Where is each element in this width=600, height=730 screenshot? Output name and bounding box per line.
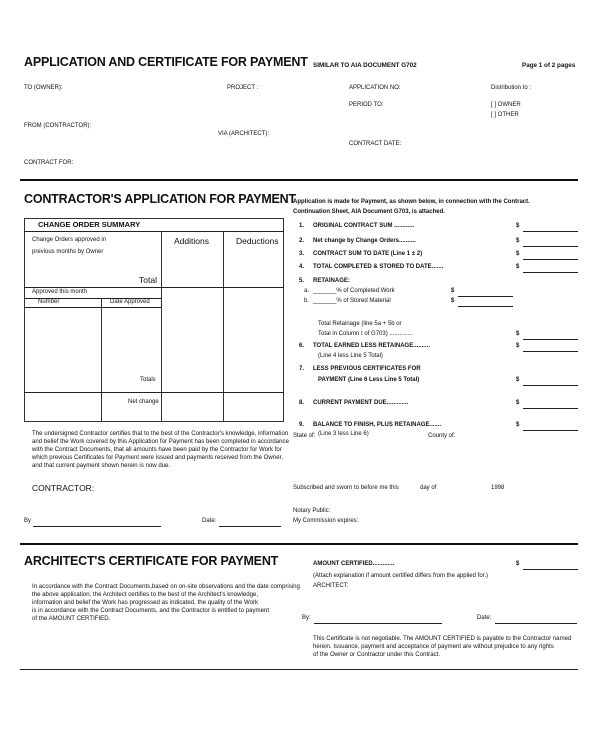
column-divider bbox=[101, 298, 102, 422]
dollar-sign: $ bbox=[451, 288, 455, 294]
table-rule bbox=[24, 307, 161, 308]
change-order-summary-title: CHANGE ORDER SUMMARY bbox=[38, 220, 141, 229]
certification-line: and that current payment shown herein is now due. bbox=[32, 462, 171, 470]
less-previous-certificates-field[interactable] bbox=[523, 385, 578, 386]
architect-date-label: Date: bbox=[477, 615, 492, 621]
approved-prev-line-1: Change Orders approved in bbox=[32, 237, 107, 243]
distribution-owner-checkbox[interactable]: [ ] OWNER bbox=[491, 102, 521, 108]
distribution-label: Distribution to : bbox=[491, 85, 532, 91]
current-payment-due-field[interactable] bbox=[523, 408, 578, 409]
less-previous-certificates-label-1: LESS PREVIOUS CERTIFICATES FOR bbox=[313, 366, 421, 372]
retainage-label: RETAINAGE: bbox=[313, 278, 350, 284]
total-retainage-field[interactable] bbox=[523, 339, 578, 340]
architect-signature-field[interactable] bbox=[314, 623, 442, 624]
architect-text-line: is in accordance with the Contract Documents, and the Contractor is entitled to payment bbox=[32, 607, 270, 615]
date-label: Date: bbox=[202, 518, 217, 524]
total-retainage-line-1: Total Retainage (line 5a + 5b or bbox=[318, 321, 402, 327]
total-retainage-line-2: Total in Column I of G703) .............. bbox=[318, 331, 413, 337]
similar-doc-note: SIMILAR TO AIA DOCUMENT G702 bbox=[313, 62, 417, 69]
architect-text-line: the above application, the Architect certifies to the best of the Architect's knowledge, bbox=[32, 591, 259, 599]
contractor-signature-field[interactable] bbox=[33, 526, 161, 527]
subscribed-label: Subscribed and sworn to before me this bbox=[293, 485, 399, 491]
architect-text-line: information and belief the Work has progressed as indicated, the quality of the Work bbox=[32, 599, 259, 607]
form-title: APPLICATION AND CERTIFICATE FOR PAYMENT bbox=[24, 55, 308, 69]
net-change-orders-field[interactable] bbox=[523, 246, 578, 247]
period-to-label: PERIOD TO: bbox=[349, 102, 384, 108]
total-earned-less-retainage-field[interactable] bbox=[523, 351, 578, 352]
from-contractor-label: FROM (CONTRACTOR): bbox=[24, 123, 92, 129]
original-contract-sum-field[interactable] bbox=[523, 231, 578, 232]
total-completed-stored-label: TOTAL COMPLETED & STORED TO DATE....... bbox=[313, 264, 444, 270]
deductions-header: Deductions bbox=[236, 236, 279, 246]
current-payment-due-label: CURRENT PAYMENT DUE............. bbox=[313, 400, 409, 406]
additions-header: Additions bbox=[174, 236, 209, 246]
table-rule bbox=[24, 392, 284, 393]
retainage-stored-material-label: _______% of Stored Material bbox=[313, 298, 391, 304]
dollar-sign: $ bbox=[516, 331, 520, 337]
contractor-signature-label: CONTRACTOR: bbox=[32, 483, 95, 493]
section-divider bbox=[20, 179, 578, 181]
retainage-completed-work-label: _______% of Completed Work bbox=[313, 288, 395, 294]
day-of-label: day of bbox=[420, 485, 437, 491]
section-divider bbox=[20, 543, 578, 545]
less-previous-certificates-label-2: PAYMENT (Line 6 Less Line 5 Total) bbox=[318, 377, 420, 383]
total-label: Total bbox=[139, 275, 157, 285]
dollar-sign: $ bbox=[516, 251, 520, 257]
line-7-number: 7. bbox=[299, 366, 305, 372]
retainage-completed-work-field[interactable] bbox=[458, 296, 513, 297]
via-architect-label: VIA (ARCHITECT): bbox=[218, 131, 270, 137]
line-3-number: 3. bbox=[299, 251, 305, 257]
balance-to-finish-label: BALANCE TO FINISH, PLUS RETAINAGE....... bbox=[313, 422, 442, 428]
year-value: 1998 bbox=[491, 485, 505, 491]
line-9-note: (Line 3 less Line 6) bbox=[318, 431, 369, 437]
architect-label: ARCHITECT: bbox=[313, 583, 349, 589]
line-5-number: 5. bbox=[299, 278, 305, 284]
dollar-sign: $ bbox=[516, 264, 520, 270]
application-intro-line-2: Continuation Sheet, AIA Document G703, is attached. bbox=[293, 209, 445, 215]
approved-this-month-label: Approved this month bbox=[32, 289, 88, 295]
line-2-number: 2. bbox=[299, 238, 305, 244]
net-change-label: Net change bbox=[128, 399, 159, 405]
line-6-number: 6. bbox=[299, 343, 305, 349]
note-line: herein. Issuance, payment and acceptance of payment are without prejudice to any rights bbox=[313, 643, 554, 651]
line-9-number: 9. bbox=[299, 422, 305, 428]
date-approved-header: Date Approved bbox=[110, 299, 150, 305]
commission-expires-label: My Commission expires: bbox=[293, 518, 359, 524]
dollar-sign: $ bbox=[451, 298, 455, 304]
line-5a-letter: a. bbox=[304, 288, 310, 294]
note-line: of the Owner or Contractor under this Contract. bbox=[313, 651, 441, 659]
dollar-sign: $ bbox=[516, 377, 520, 383]
original-contract-sum-label: ORIGINAL CONTRACT SUM ............ bbox=[313, 223, 415, 229]
certification-line: with the Contract Documents, that all amounts have been paid by the Contractor for Work for bbox=[32, 446, 282, 454]
dollar-sign: $ bbox=[516, 561, 520, 567]
page-indicator: Page 1 of 2 pages bbox=[522, 62, 576, 69]
contract-date-label: CONTRACT DATE: bbox=[349, 141, 402, 147]
net-change-orders-label: Net change by Change Orders.......... bbox=[313, 238, 416, 244]
contractor-date-field[interactable] bbox=[219, 526, 281, 527]
application-intro-line-1: Application is made for Payment, as shown below, in connection with the Contract. bbox=[293, 199, 530, 205]
notary-public-label: Notary Public: bbox=[293, 508, 331, 514]
column-divider bbox=[223, 231, 224, 422]
number-header: Number bbox=[38, 299, 60, 305]
table-rule bbox=[24, 231, 284, 232]
architect-text-line: In accordance with the Contract Documents,based on on-site observations and the date comprising bbox=[32, 583, 300, 590]
note-line: This Certificate is not negotiable. The AMOUNT CERTIFIED is payable to the Contractor named bbox=[313, 635, 572, 642]
total-earned-less-retainage-label: TOTAL EARNED LESS RETAINAGE.......... bbox=[313, 343, 430, 349]
county-of-label: County of: bbox=[428, 433, 456, 439]
contract-sum-to-date-field[interactable] bbox=[523, 259, 578, 260]
project-label: PROJECT : bbox=[227, 85, 259, 91]
by-label: By bbox=[24, 518, 32, 524]
application-no-label: APPLICATION NO: bbox=[349, 85, 401, 91]
approved-prev-line-2: previous months by Owner bbox=[32, 249, 104, 255]
distribution-other-checkbox[interactable]: [ ] OTHER bbox=[491, 112, 519, 118]
certification-line: The undersigned Contractor certifies that to the best of the Contractor's knowledge, information bbox=[32, 430, 289, 437]
line-6-note: (Line 4 less Line 5 Total) bbox=[318, 353, 383, 359]
certification-line: which previous Certificates for Payment were issued and payments received from the Owner, bbox=[32, 454, 283, 462]
retainage-stored-material-field[interactable] bbox=[458, 306, 513, 307]
column-divider bbox=[161, 231, 162, 422]
table-rule bbox=[24, 287, 284, 288]
contractor-certification-text bbox=[32, 430, 289, 470]
dollar-sign: $ bbox=[516, 343, 520, 349]
contractor-application-title: CONTRACTOR'S APPLICATION FOR PAYMENT bbox=[24, 192, 296, 206]
balance-to-finish-field[interactable] bbox=[523, 430, 578, 431]
amount-certified-label: AMOUNT CERTIFIED............. bbox=[313, 561, 395, 567]
amount-certified-field[interactable] bbox=[523, 569, 578, 570]
contract-sum-to-date-label: CONTRACT SUM TO DATE (Line 1 ± 2) bbox=[313, 251, 423, 257]
architect-date-field[interactable] bbox=[495, 623, 577, 624]
architect-certificate-title: ARCHITECT'S CERTIFICATE FOR PAYMENT bbox=[24, 554, 279, 568]
attach-explanation-note: (Attach explanation if amount certified differs from the applied for.) bbox=[313, 573, 488, 579]
state-of-label: State of: bbox=[293, 433, 316, 439]
certification-line: and belief the Work covered by this Application for Payment has been completed in accordance bbox=[32, 438, 289, 446]
architect-certification-text bbox=[32, 583, 300, 623]
line-4-number: 4. bbox=[299, 264, 305, 270]
not-negotiable-note bbox=[313, 635, 571, 659]
dollar-sign: $ bbox=[516, 400, 520, 406]
architect-by-label: By: bbox=[302, 615, 311, 621]
contract-for-label: CONTRACT FOR: bbox=[24, 160, 74, 166]
line-1-number: 1. bbox=[299, 223, 305, 229]
dollar-sign: $ bbox=[516, 422, 520, 428]
totals-label: Totals bbox=[140, 377, 156, 383]
bottom-rule bbox=[20, 669, 578, 670]
line-5b-letter: b. bbox=[304, 298, 310, 304]
total-completed-stored-field[interactable] bbox=[523, 272, 578, 273]
dollar-sign: $ bbox=[516, 238, 520, 244]
to-owner-label: TO (OWNER): bbox=[24, 85, 63, 91]
architect-text-line: of the AMOUNT CERTIFIED. bbox=[32, 615, 111, 623]
line-8-number: 8. bbox=[299, 400, 305, 406]
dollar-sign: $ bbox=[516, 223, 520, 229]
